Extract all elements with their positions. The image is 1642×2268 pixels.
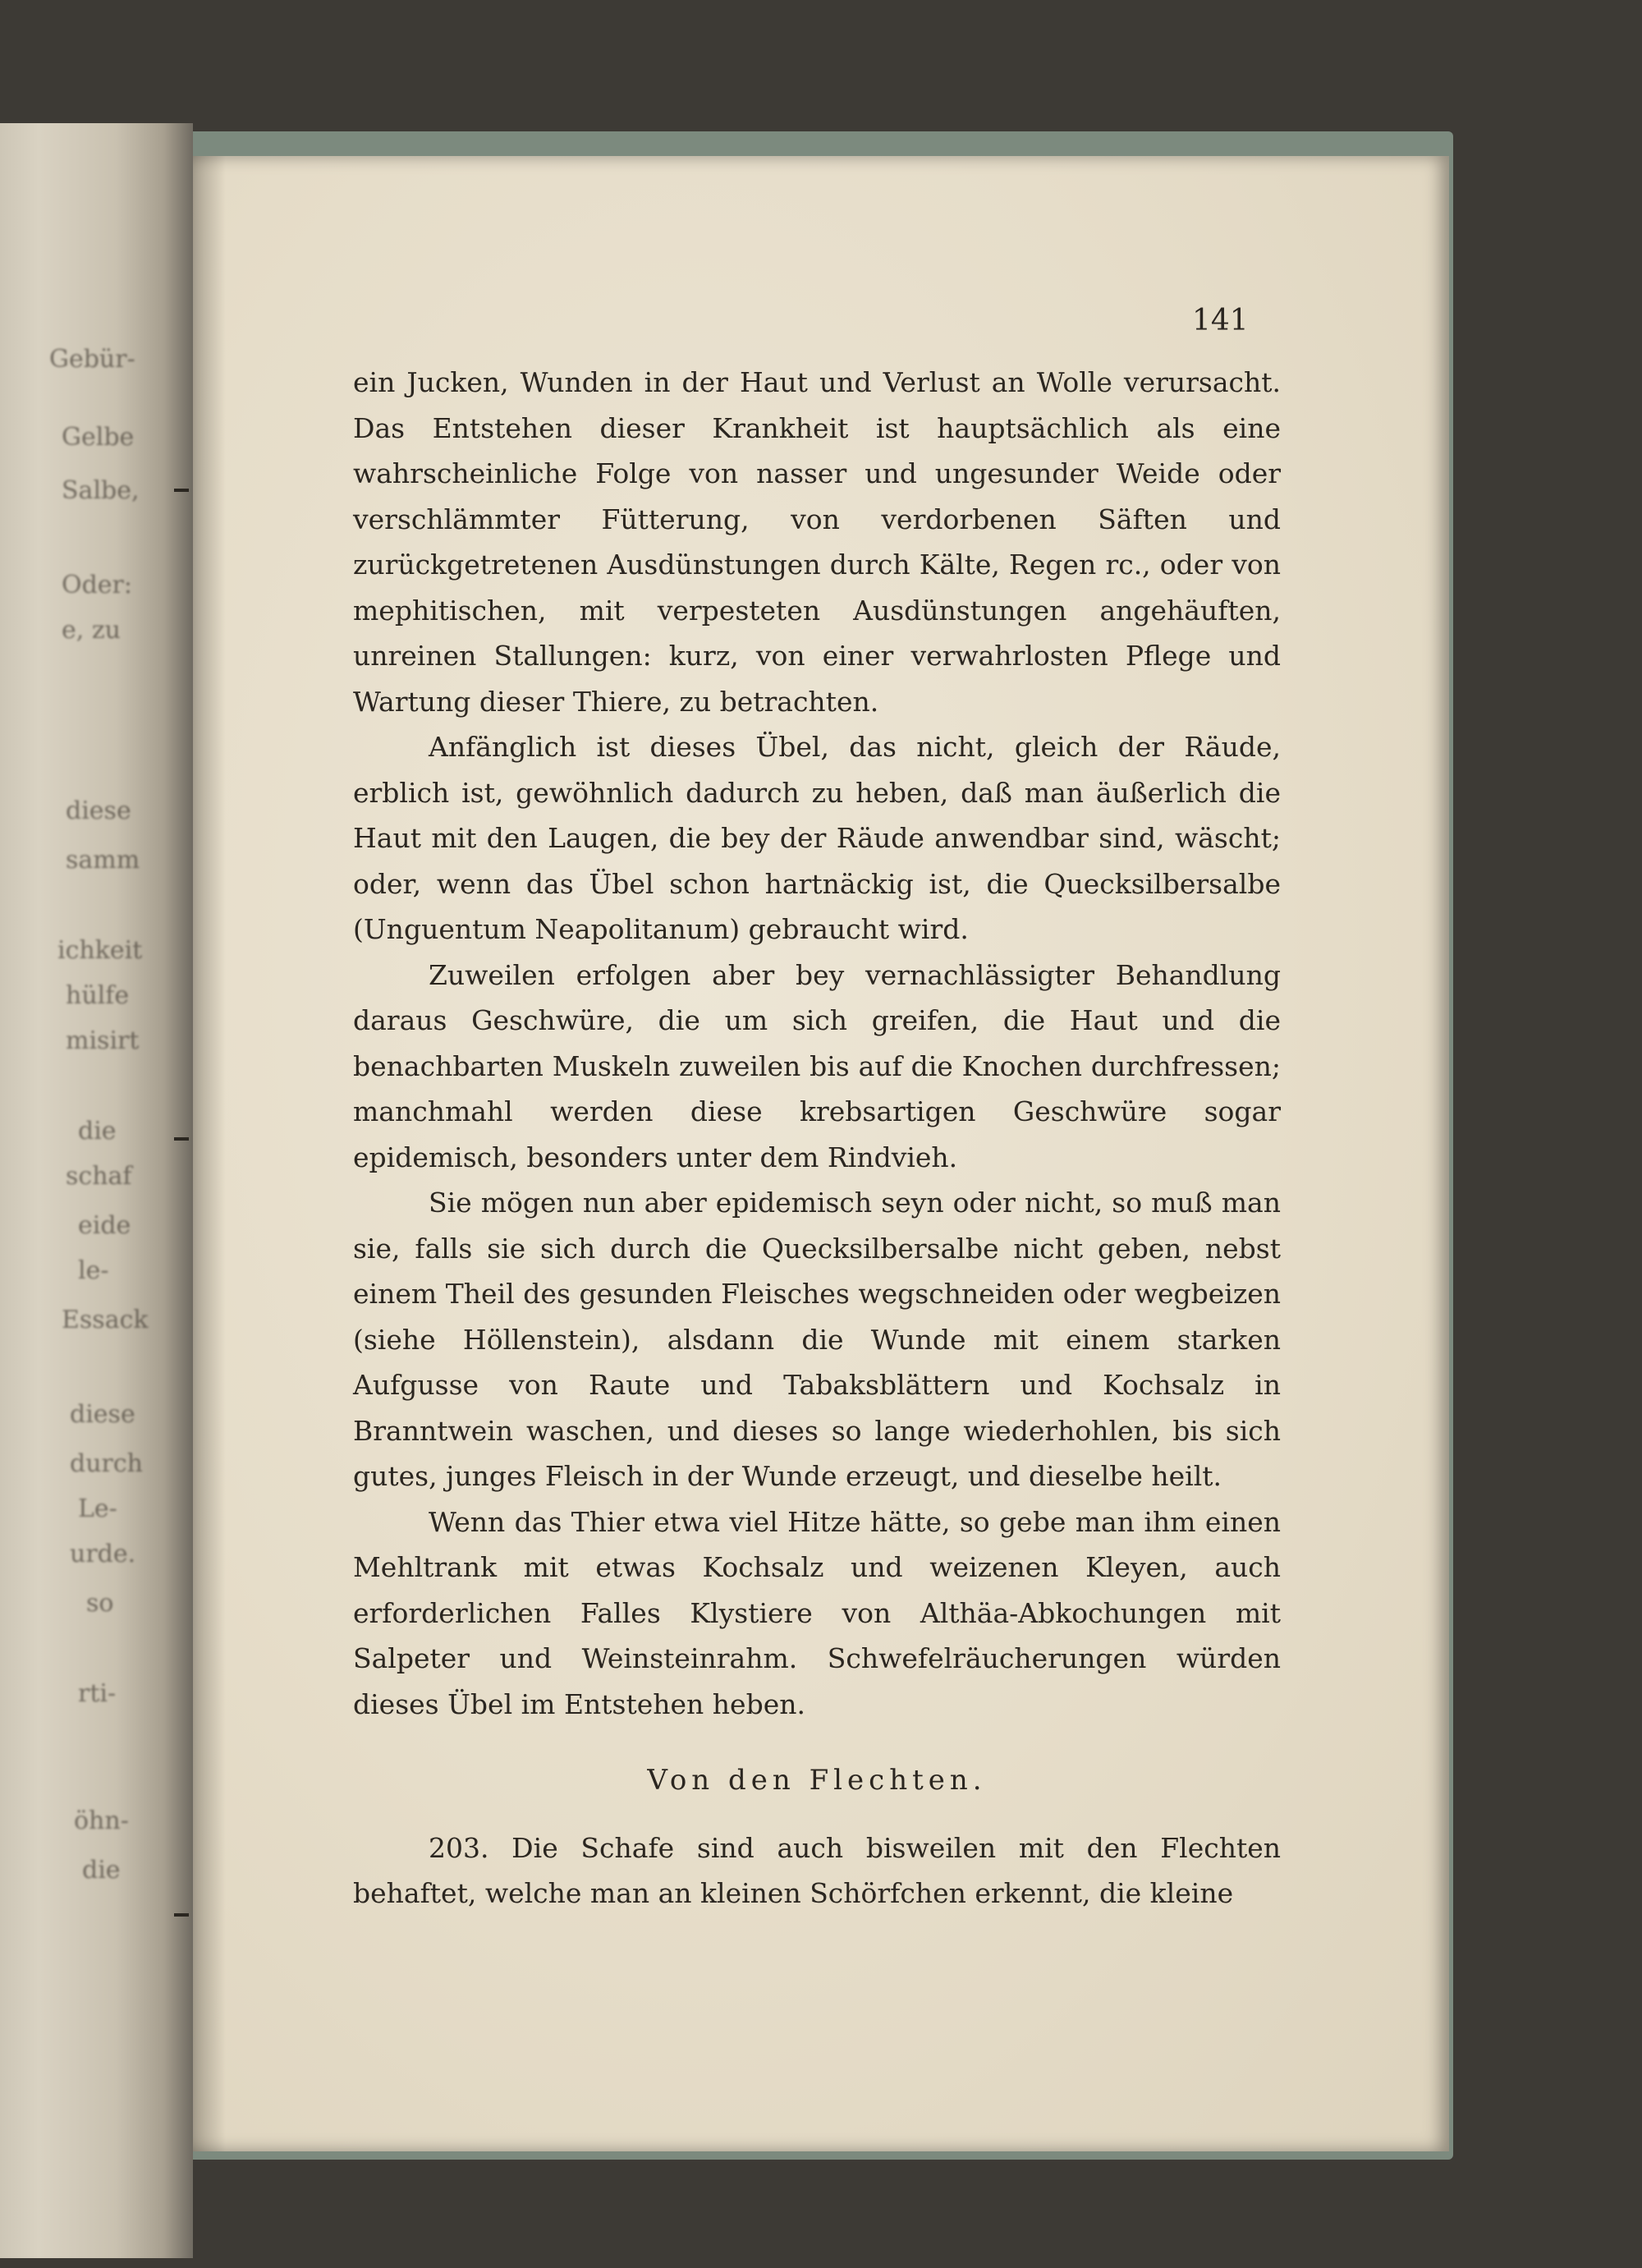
gutter-shadow	[193, 156, 226, 2151]
prev-fragment: Le-	[78, 1494, 117, 1523]
prev-fragment: diese	[66, 797, 131, 825]
paragraph: Wenn das Thier etwa viel Hitze hätte, so gebe man ihm einen Mehltrank mit etwas Kochsalz und weizenen Kleyen, auch erforderlichen Falles Klystiere von Althäa-Abkochungen mit Salpeter und Weinsteinrahm. Schwefelräucherungen würden dieses Übel im Entstehen heben.	[353, 1505, 1281, 1720]
prev-fragment: Salbe,	[62, 476, 140, 505]
prev-fragment: hülfe	[66, 981, 130, 1010]
prev-fragment: diese	[70, 1400, 135, 1429]
binding-mark	[174, 1913, 189, 1917]
paragraph: Sie mögen nun aber epidemisch seyn oder nicht, so muß man sie, falls sie sich durch die Quecksilbersalbe nicht geben, nebst einem Theil des gesunden Fleisches wegschneiden oder wegbeizen (siehe Höllenstein), alsdann die Wunde mit einem starken Aufgusse von Raute und Tabaksblättern und Kochsalz in Branntwein waschen, und dieses so lange wiederhohlen, bis sich gutes, junges Fleisch in der Wunde erzeugt, und dieselbe heilt.	[353, 1187, 1281, 1492]
prev-fragment: Essack	[62, 1306, 149, 1334]
binding-mark	[174, 489, 189, 492]
prev-fragment: die	[82, 1856, 121, 1885]
prev-fragment: e, zu	[62, 616, 121, 645]
prev-fragment: Gelbe	[62, 423, 135, 452]
prev-fragment: eide	[78, 1211, 131, 1240]
prev-fragment: so	[86, 1589, 114, 1618]
paragraph: Zuweilen erfolgen aber bey vernachlässigter Behandlung daraus Geschwüre, die um sich greifen, die Haut und die benachbarten Muskeln zuweilen bis auf die Knochen durchfressen; manchmahl werden diese krebsartigen Geschwüre sogar epidemisch, besonders unter dem Rindvieh.	[353, 958, 1281, 1173]
book-page	[193, 156, 1449, 2151]
page-number: 141	[1192, 304, 1249, 337]
prev-fragment: le-	[78, 1256, 109, 1285]
prev-fragment: öhn-	[74, 1807, 129, 1835]
prev-fragment: Gebür-	[49, 345, 135, 374]
prev-fragment: ichkeit	[57, 936, 143, 965]
prev-fragment: die	[78, 1117, 117, 1145]
paragraph: ein Jucken, Wunden in der Haut und Verlust an Wolle verursacht. Das Entstehen dieser Krankheit ist hauptsächlich als eine wahrscheinliche Folge von nasser und ungesunder Weide oder verschlämmter Fütterung, von verdorbenen Säften und zurückgetretenen Ausdünstungen durch Kälte, Regen rc., oder von mephitischen, mit verpesteten Ausdünstungen angehäuften, unreinen Stallungen: kurz, von einer verwahrlosten Pflege und Wartung dieser Thiere, zu betrachten.	[353, 366, 1281, 718]
paragraph: 203. Die Schafe sind auch bisweilen mit den Flechten behaftet, welche man an kleinen Schörfchen erkennt, die kleine	[353, 1831, 1281, 1909]
prev-fragment: durch	[70, 1449, 143, 1478]
previous-page-edge	[0, 123, 193, 2258]
prev-fragment: misirt	[66, 1026, 140, 1055]
prev-fragment: schaf	[66, 1162, 132, 1191]
paragraph: Anfänglich ist dieses Übel, das nicht, gleich der Räude, erblich ist, gewöhnlich dadurch zu heben, daß man äußerlich die Haut mit den Laugen, die bey der Räude anwendbar sind, wäscht; oder, wenn das Übel schon hartnäckig ist, die Quecksilbersalbe (Unguentum Neapolitanum) gebraucht wird.	[353, 731, 1281, 945]
prev-fragment: Oder:	[62, 571, 133, 599]
prev-fragment: samm	[66, 846, 140, 875]
prev-fragment: urde.	[70, 1540, 136, 1568]
prev-fragment: rti-	[78, 1679, 117, 1708]
binding-mark	[174, 1137, 189, 1141]
page-body	[353, 360, 1281, 1917]
section-heading: Von den Flechten.	[647, 1764, 987, 1797]
